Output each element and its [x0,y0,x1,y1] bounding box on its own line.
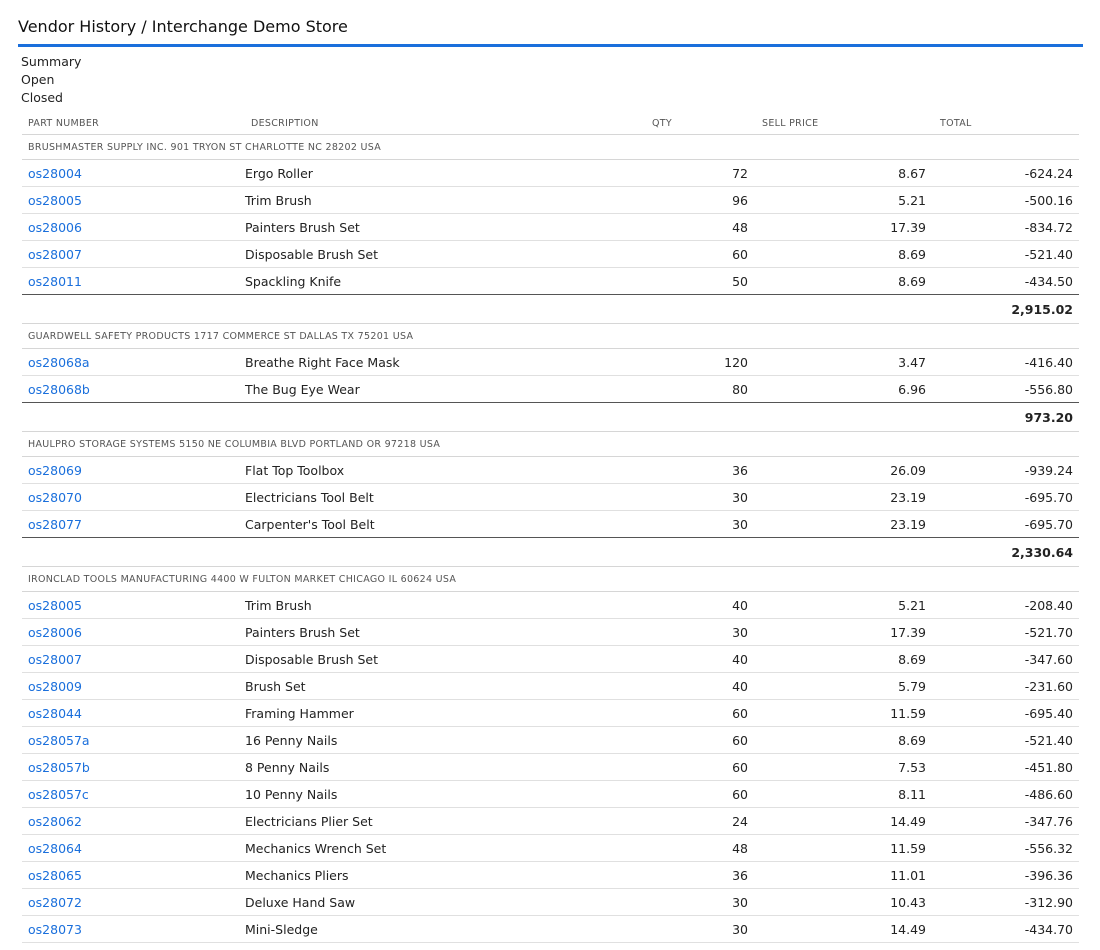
table-row [22,214,1079,241]
part-number-link[interactable]: os28077 [28,516,82,532]
qty-cell: 50 [644,268,754,295]
vendor-subtotal-row [22,403,1079,432]
part-number-cell [22,700,245,727]
part-number-link[interactable]: os28069 [28,462,82,478]
sell-price-cell: 8.69 [754,646,932,673]
qty-cell: 30 [644,511,754,538]
part-number-link[interactable]: os28057c [28,786,89,802]
vendor-name: HAULPRO STORAGE SYSTEMS 5150 NE COLUMBIA BLVD PORTLAND OR 97218 USA [22,432,1079,457]
total-cell: -695.70 [932,484,1079,511]
sell-price-cell: 8.69 [754,268,932,295]
vendor-name: IRONCLAD TOOLS MANUFACTURING 4400 W FULTON MARKET CHICAGO IL 60624 USA [22,567,1079,592]
total-cell: -521.70 [932,619,1079,646]
qty-cell: 24 [644,808,754,835]
total-cell: -231.60 [932,673,1079,700]
description-cell: Deluxe Hand Saw [245,889,644,916]
description-cell: Electricians Plier Set [245,808,644,835]
part-number-link[interactable]: os28057a [28,732,90,748]
total-cell: -347.76 [932,808,1079,835]
description-cell: Framing Hammer [245,700,644,727]
table-row [22,727,1079,754]
total-cell: -396.36 [932,862,1079,889]
description-cell: 8 Penny Nails [245,754,644,781]
vendor-subtotal-row [22,295,1079,324]
total-cell: -624.24 [932,160,1079,187]
description-cell: Painters Brush Set [245,214,644,241]
page-title: Vendor History / Interchange Demo Store [18,17,348,36]
part-number-link[interactable]: os28073 [28,921,82,937]
qty-cell: 60 [644,241,754,268]
part-number-cell [22,781,245,808]
part-number-cell [22,889,245,916]
part-number-cell [22,754,245,781]
qty-cell: 36 [644,862,754,889]
table-row [22,835,1079,862]
part-number-link[interactable]: os28004 [28,165,82,181]
part-number-link[interactable]: os28068a [28,354,90,370]
part-number-cell [22,916,245,943]
total-cell: -500.16 [932,187,1079,214]
part-number-cell [22,241,245,268]
part-number-link[interactable]: os28064 [28,840,82,856]
qty-cell: 72 [644,160,754,187]
table-row [22,781,1079,808]
table-row [22,376,1079,403]
table-row [22,646,1079,673]
sell-price-cell: 6.96 [754,376,932,403]
sell-price-cell: 8.11 [754,781,932,808]
column-header-qty[interactable]: QTY [644,112,754,135]
part-number-link[interactable]: os28068b [28,381,90,397]
column-header-total[interactable]: TOTAL [932,112,1079,135]
vendor-subtotal: 973.20 [22,403,1079,432]
description-cell: Mechanics Pliers [245,862,644,889]
part-number-link[interactable]: os28070 [28,489,82,505]
description-cell: Mechanics Wrench Set [245,835,644,862]
qty-cell: 120 [644,349,754,376]
sell-price-cell: 14.49 [754,916,932,943]
view-filter-links [21,53,81,107]
view-link-open[interactable]: Open [21,72,55,87]
part-number-link[interactable]: os28006 [28,624,82,640]
part-number-cell [22,457,245,484]
part-number-link[interactable]: os28005 [28,597,82,613]
qty-cell: 60 [644,727,754,754]
column-header-part-number[interactable]: PART NUMBER [22,112,245,135]
vendor-name: GUARDWELL SAFETY PRODUCTS 1717 COMMERCE ST DALLAS TX 75201 USA [22,324,1079,349]
vendor-subtotal-row [22,538,1079,567]
description-cell: 10 Penny Nails [245,781,644,808]
total-cell: -939.24 [932,457,1079,484]
vendor-history-table-wrap [22,112,1079,943]
total-cell: -434.70 [932,916,1079,943]
vendor-history-table [22,112,1079,943]
qty-cell: 60 [644,700,754,727]
qty-cell: 30 [644,484,754,511]
description-cell: Electricians Tool Belt [245,484,644,511]
part-number-link[interactable]: os28007 [28,651,82,667]
qty-cell: 40 [644,592,754,619]
vendor-group-row [22,567,1079,592]
table-body [22,135,1079,943]
sell-price-cell: 8.69 [754,241,932,268]
table-header-row [22,112,1079,135]
qty-cell: 40 [644,673,754,700]
sell-price-cell: 23.19 [754,484,932,511]
total-cell: -556.80 [932,376,1079,403]
table-row [22,862,1079,889]
part-number-cell [22,160,245,187]
total-cell: -312.90 [932,889,1079,916]
part-number-cell [22,727,245,754]
part-number-link[interactable]: os28006 [28,219,82,235]
total-cell: -486.60 [932,781,1079,808]
total-cell: -521.40 [932,241,1079,268]
part-number-link[interactable]: os28057b [28,759,90,775]
part-number-cell [22,619,245,646]
part-number-link[interactable]: os28065 [28,867,82,883]
sell-price-cell: 17.39 [754,619,932,646]
description-cell: Ergo Roller [245,160,644,187]
qty-cell: 60 [644,754,754,781]
sell-price-cell: 23.19 [754,511,932,538]
sell-price-cell: 26.09 [754,457,932,484]
total-cell: -434.50 [932,268,1079,295]
table-row [22,619,1079,646]
table-row [22,808,1079,835]
qty-cell: 80 [644,376,754,403]
sell-price-cell: 5.21 [754,592,932,619]
vendor-name: BRUSHMASTER SUPPLY INC. 901 TRYON ST CHARLOTTE NC 28202 USA [22,135,1079,160]
table-row [22,511,1079,538]
table-row [22,241,1079,268]
qty-cell: 48 [644,214,754,241]
table-row [22,160,1079,187]
description-cell: The Bug Eye Wear [245,376,644,403]
description-cell: Painters Brush Set [245,619,644,646]
table-row [22,673,1079,700]
table-row [22,700,1079,727]
part-number-cell [22,376,245,403]
part-number-cell [22,214,245,241]
sell-price-cell: 10.43 [754,889,932,916]
total-cell: -695.70 [932,511,1079,538]
sell-price-cell: 14.49 [754,808,932,835]
table-row [22,484,1079,511]
table-row [22,889,1079,916]
sell-price-cell: 11.01 [754,862,932,889]
table-row [22,187,1079,214]
column-header-description[interactable]: DESCRIPTION [245,112,644,135]
qty-cell: 48 [644,835,754,862]
description-cell: 16 Penny Nails [245,727,644,754]
description-cell: Spackling Knife [245,268,644,295]
part-number-link[interactable]: os28062 [28,813,82,829]
part-number-cell [22,187,245,214]
view-link-closed[interactable]: Closed [21,90,63,105]
sell-price-cell: 5.79 [754,673,932,700]
total-cell: -347.60 [932,646,1079,673]
qty-cell: 96 [644,187,754,214]
sell-price-cell: 3.47 [754,349,932,376]
vendor-subtotal: 2,330.64 [22,538,1079,567]
part-number-link[interactable]: os28007 [28,246,82,262]
description-cell: Mini-Sledge [245,916,644,943]
description-cell: Disposable Brush Set [245,241,644,268]
total-cell: -834.72 [932,214,1079,241]
table-row [22,916,1079,943]
page-header [18,0,1083,47]
sell-price-cell: 8.67 [754,160,932,187]
part-number-cell [22,349,245,376]
part-number-cell [22,673,245,700]
qty-cell: 36 [644,457,754,484]
part-number-cell [22,862,245,889]
table-row [22,268,1079,295]
total-cell: -208.40 [932,592,1079,619]
total-cell: -416.40 [932,349,1079,376]
part-number-cell [22,592,245,619]
part-number-cell [22,268,245,295]
part-number-link[interactable]: os28011 [28,273,82,289]
qty-cell: 60 [644,781,754,808]
part-number-cell [22,808,245,835]
vendor-group-row [22,324,1079,349]
total-cell: -556.32 [932,835,1079,862]
total-cell: -695.40 [932,700,1079,727]
description-cell: Disposable Brush Set [245,646,644,673]
sell-price-cell: 8.69 [754,727,932,754]
qty-cell: 30 [644,916,754,943]
sell-price-cell: 11.59 [754,700,932,727]
qty-cell: 30 [644,619,754,646]
qty-cell: 30 [644,889,754,916]
view-link-summary[interactable]: Summary [21,54,82,69]
part-number-cell [22,646,245,673]
description-cell: Brush Set [245,673,644,700]
part-number-link[interactable]: os28072 [28,894,82,910]
table-row [22,457,1079,484]
total-cell: -521.40 [932,727,1079,754]
part-number-cell [22,511,245,538]
table-row [22,754,1079,781]
table-row [22,592,1079,619]
part-number-cell [22,484,245,511]
description-cell: Trim Brush [245,592,644,619]
table-row [22,349,1079,376]
part-number-link[interactable]: os28044 [28,705,82,721]
vendor-subtotal: 2,915.02 [22,295,1079,324]
description-cell: Breathe Right Face Mask [245,349,644,376]
qty-cell: 40 [644,646,754,673]
total-cell: -451.80 [932,754,1079,781]
description-cell: Carpenter's Tool Belt [245,511,644,538]
part-number-cell [22,835,245,862]
sell-price-cell: 7.53 [754,754,932,781]
vendor-group-row [22,135,1079,160]
sell-price-cell: 17.39 [754,214,932,241]
description-cell: Trim Brush [245,187,644,214]
part-number-link[interactable]: os28009 [28,678,82,694]
sell-price-cell: 11.59 [754,835,932,862]
vendor-group-row [22,432,1079,457]
part-number-link[interactable]: os28005 [28,192,82,208]
description-cell: Flat Top Toolbox [245,457,644,484]
sell-price-cell: 5.21 [754,187,932,214]
column-header-sell-price[interactable]: SELL PRICE [754,112,932,135]
